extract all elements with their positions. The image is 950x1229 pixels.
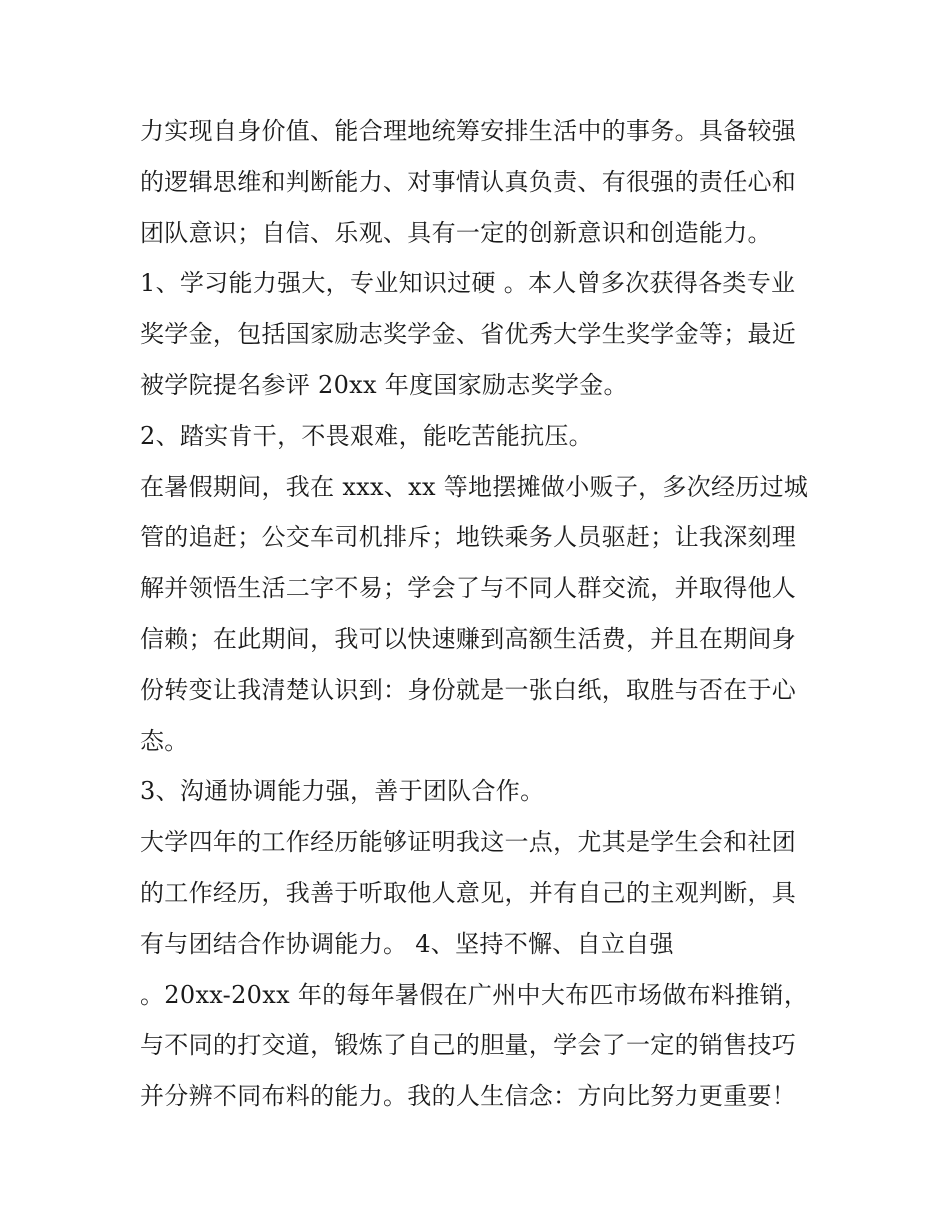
text-line: 在暑假期间，我在 xxx、xx 等地摆摊做小贩子，多次经历过城 bbox=[140, 472, 809, 501]
text-line: 1、学习能力强大，专业知识过硬 。本人曾多次获得各类专业 bbox=[140, 269, 796, 298]
text-line: 力实现自身价值、能合理地统筹安排生活中的事务。具备较强 bbox=[140, 117, 797, 145]
text-line: 团队意识；自信、乐观、具有一定的创新意识和创造能力。 bbox=[140, 218, 772, 247]
text-line: 的逻辑思维和判断能力、对事情认真负责、有很强的责任心和 bbox=[140, 167, 797, 196]
text-line: 解并领悟生活二字不易；学会了与不同人群交流，并取得他人 bbox=[140, 574, 797, 603]
text-line: 。20xx-20xx 年的每年暑假在广州中大布匹市场做布料推销， bbox=[140, 980, 809, 1009]
text-line: 奖学金，包括国家励志奖学金、省优秀大学生奖学金等；最近 bbox=[140, 320, 797, 349]
text-line: 与不同的打交道，锻炼了自己的胆量，学会了一定的销售技巧 bbox=[140, 1031, 797, 1060]
text-line: 大学四年的工作经历能够证明我这一点，尤其是学生会和社团 bbox=[140, 828, 797, 857]
text-line: 2、踏实肯干，不畏艰难，能吃苦能抗压。 bbox=[140, 421, 593, 450]
text-line: 管的追赶；公交车司机排斥；地铁乘务人员驱赶；让我深刻理 bbox=[140, 523, 797, 552]
text-line: 态。 bbox=[140, 726, 189, 755]
text-line: 3、沟通协调能力强，善于团队合作。 bbox=[140, 777, 545, 806]
text-line: 信赖；在此期间，我可以快速赚到高额生活费，并且在期间身 bbox=[140, 624, 797, 653]
text-line: 有与团结合作协调能力。 4、坚持不懈、自立自强 bbox=[140, 929, 674, 958]
text-line: 的工作经历，我善于听取他人意见，并有自己的主观判断，具 bbox=[140, 878, 797, 907]
text-line: 被学院提名参评 20xx 年度国家励志奖学金。 bbox=[140, 370, 628, 399]
text-line: 并分辨不同布料的能力。我的人生信念：方向比努力更重要！ bbox=[140, 1082, 797, 1111]
document-body bbox=[140, 106, 816, 1122]
text-line: 份转变让我清楚认识到：身份就是一张白纸，取胜与否在于心 bbox=[140, 675, 797, 704]
